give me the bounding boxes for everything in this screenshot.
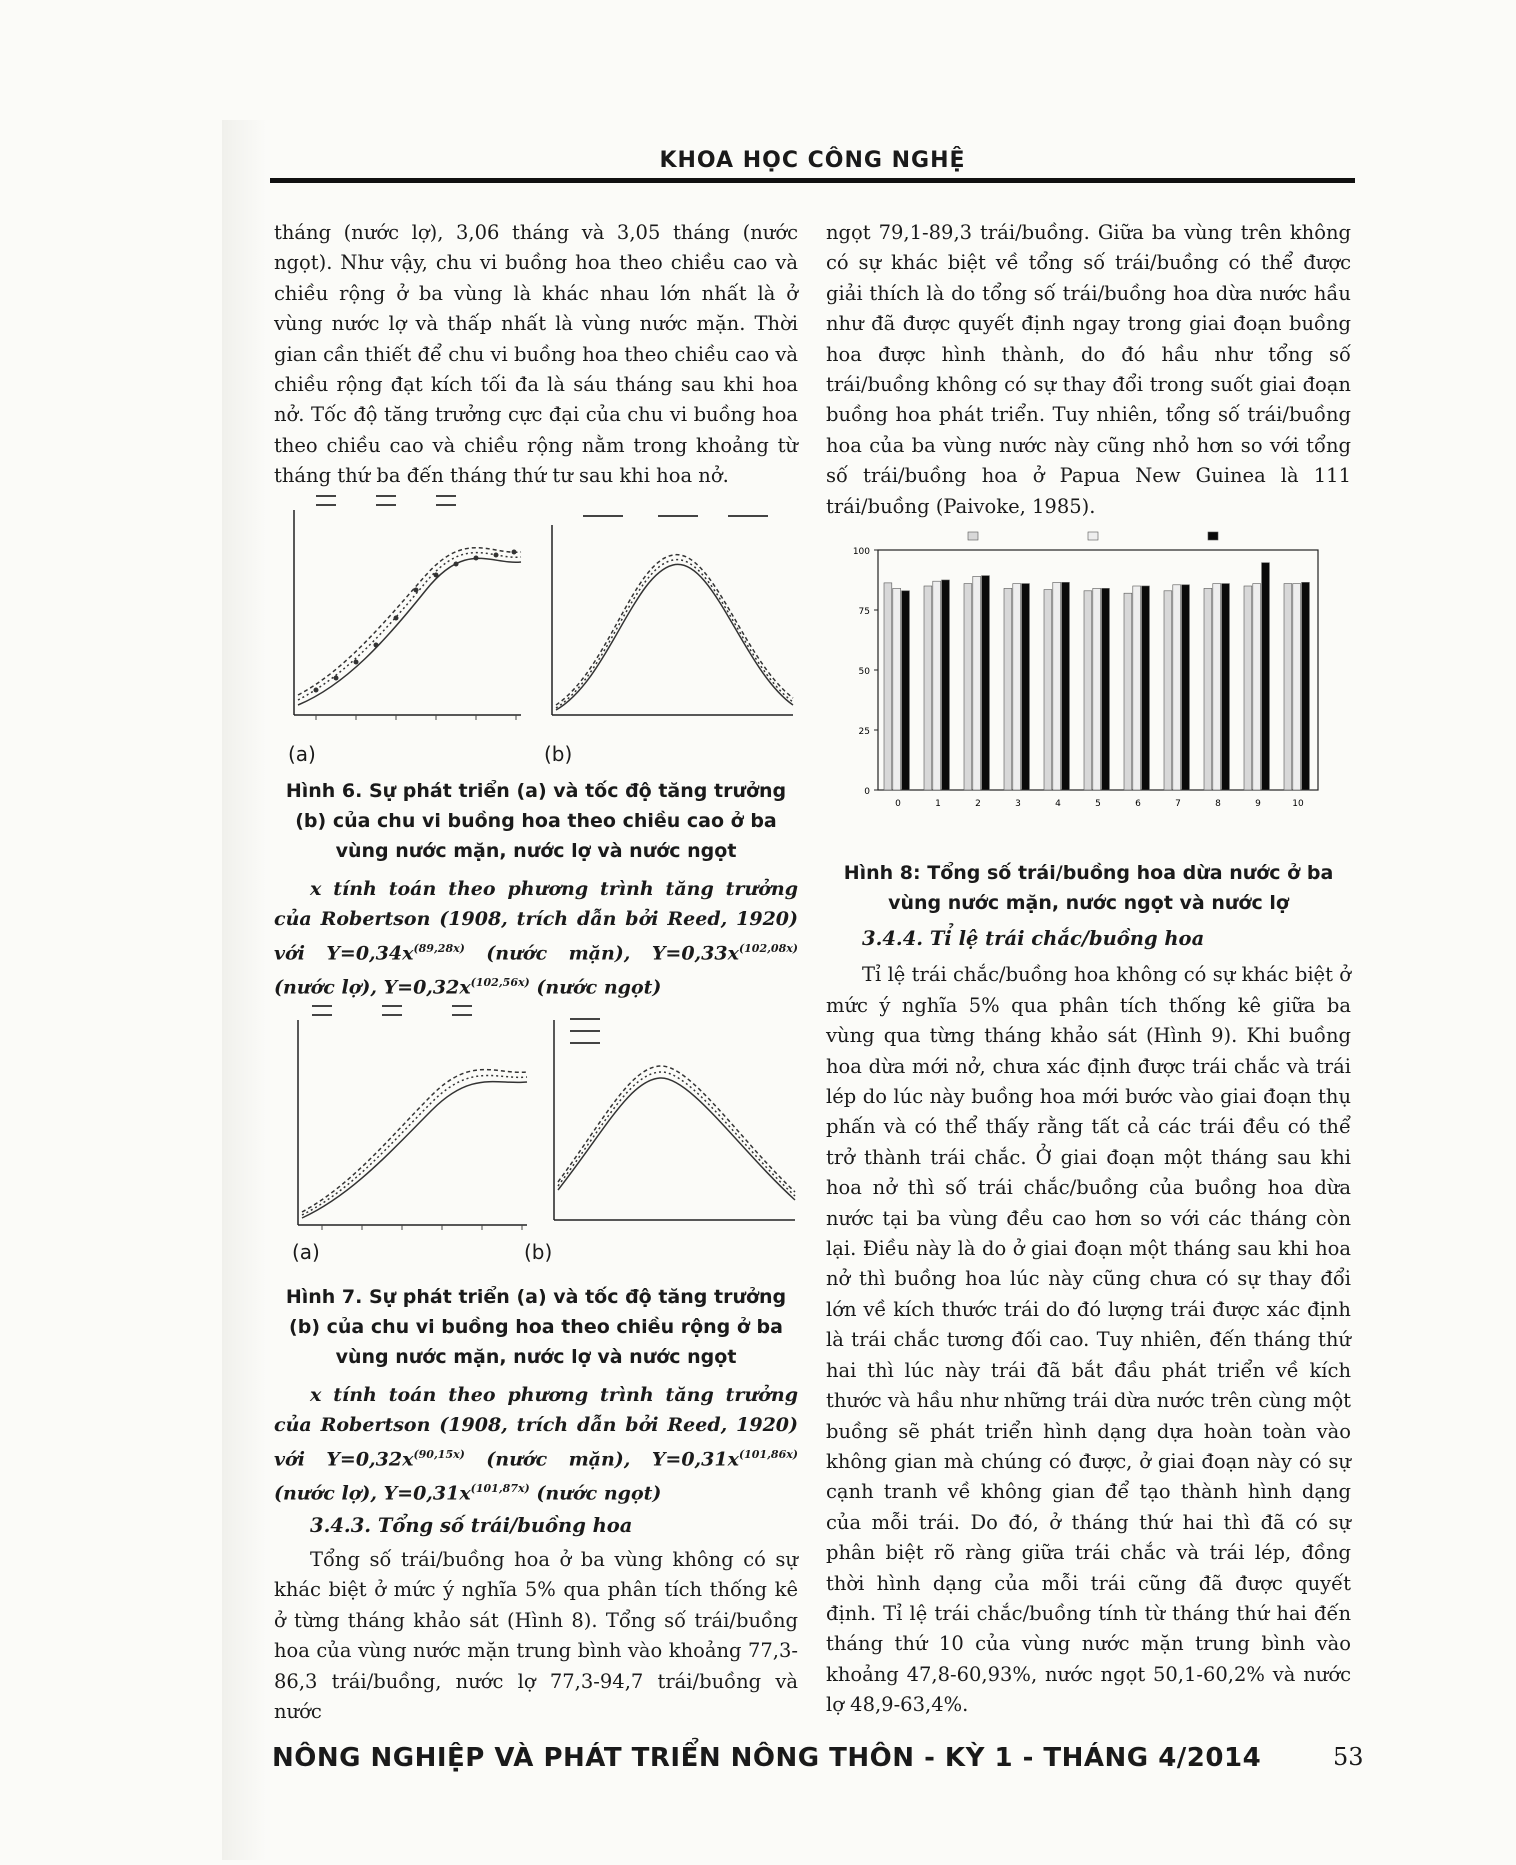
left-paragraph-1: tháng (nước lợ), 3,06 tháng và 3,05 tháng (nước ngọt). Như vậy, chu vi buồng hoa theo chiều cao và chiều rộng ở ba vùng là khác nhau lớn nhất là ở vùng nước lợ và thấp nhất là vùng nước mặn. Thời gian cần thiết để chu vi buồng hoa theo chiều cao và chiều rộng đạt kích tối đa là sáu tháng sau khi hoa nở. Tốc độ tăng trưởng cực đại của chu vi buồng hoa theo chiều cao và chiều rộng nằm trong khoảng từ tháng thứ ba đến tháng thứ tư sau khi hoa nở.	[274, 221, 798, 488]
x-tick-label: 8	[1215, 799, 1221, 809]
bar	[1022, 584, 1030, 790]
y-tick-label: 50	[858, 667, 870, 677]
section-heading-343: 3.4.3. Tổng số trái/buồng hoa	[310, 1513, 633, 1537]
bar	[933, 581, 941, 790]
figure-6b-label: (b)	[544, 742, 573, 766]
x-tick-label: 4	[1055, 799, 1061, 809]
bar	[902, 591, 910, 790]
figure-8-chart	[838, 530, 1338, 840]
y-tick-label: 100	[852, 547, 870, 557]
legend-swatch	[968, 532, 978, 540]
bar	[893, 588, 901, 790]
left-paragraph-2: Tổng số trái/buồng hoa ở ba vùng không có sự khác biệt ở mức ý nghĩa 5% qua phân tích thống kê ở từng tháng khảo sát (Hình 8). Tổng số trái/buồng hoa của vùng nước mặn trung bình vào khoảng 77,3-86,3 trái/buồng, nước lợ 77,3-94,7 trái/buồng và nước	[274, 1548, 798, 1724]
bar	[1284, 584, 1292, 790]
x-tick-label: 6	[1135, 799, 1141, 809]
bar	[973, 576, 981, 790]
figure-7a-chart	[282, 1000, 532, 1245]
bar	[1124, 593, 1132, 790]
bar	[1262, 563, 1270, 790]
section-heading-344: 3.4.4. Tỉ lệ trái chắc/buồng hoa	[862, 927, 1205, 950]
bar	[1173, 585, 1181, 790]
bar	[964, 584, 972, 790]
bar	[1302, 582, 1310, 790]
figure-6b-chart	[538, 510, 798, 750]
bar	[942, 580, 950, 790]
figure-8-caption: Hình 8: Tổng số trái/buồng hoa dừa nước ở ba vùng nước mặn, nước ngọt và nước lợ	[843, 862, 1334, 914]
bar	[1053, 582, 1061, 790]
bar	[1164, 591, 1172, 790]
right-column-lower	[826, 858, 1351, 1721]
scan-shadow	[222, 120, 266, 1860]
figure-7b-chart	[540, 1010, 800, 1240]
page-number: 53	[1333, 1743, 1364, 1771]
y-tick-label: 0	[864, 787, 870, 797]
legend-swatch	[1208, 532, 1218, 540]
figure-7-caption-block	[274, 1282, 798, 1728]
figure-6a-label: (a)	[288, 742, 316, 766]
bar	[1182, 585, 1190, 790]
figure-6-caption: Hình 6. Sự phát triển (a) và tốc độ tăng trưởng (b) của chu vi buồng hoa theo chiều cao ở ba vùng nước mặn, nước lợ và nước ngọt	[285, 780, 787, 862]
bar	[1133, 586, 1141, 790]
bar	[1142, 586, 1150, 790]
right-paragraph-2: Tỉ lệ trái chắc/buồng hoa không có sự khác biệt ở mức ý nghĩa 5% qua phân tích thống kê giữa ba vùng qua từng tháng khảo sát (Hình 9). Khi buồng hoa dừa mới nở, chưa xác định được trái chắc và trái lép do lúc này buồng hoa mới bước vào giai đoạn thụ phấn và có thể thấy rằng tất cả các trái đều có thể trở thành trái chắc. Ở giai đoạn một tháng sau khi hoa nở thì số trái chắc/buồng của buồng hoa dừa nước tại ba vùng đều cao hơn so với các tháng còn lại. Điều này là do ở giai đoạn một tháng sau khi hoa nở thì buồng hoa lúc này cũng chưa có sự thay đổi lớn về kích thước trái do đó lượng trái được xác định là trái chắc tương đối cao. Tuy nhiên, đến tháng thứ hai thì lúc này trái đã bắt đầu phát triển về kích thước và hầu như những trái dừa nước trên cùng một buồng sẽ phát triển hình dạng dựa hoàn toàn vào không gian mà chúng có được, ở giai đoạn này có sự cạnh tranh về không gian để tạo thành hình dạng của mỗi trái. Do đó, ở tháng thứ hai thì đã có sự phân biệt rõ ràng giữa trái chắc và trái lép, đồng thời hình dạng của mỗi trái cũng đã được quyết định. Tỉ lệ trái chắc/buồng tính từ tháng thứ hai đến tháng thứ 10 của vùng nước mặn trung bình vào khoảng 47,8-60,93%, nước ngọt 50,1-60,2% và nước lợ 48,9-63,4%.	[826, 963, 1352, 1717]
x-tick-label: 3	[1015, 799, 1021, 809]
page-footer: NÔNG NGHIỆP VÀ PHÁT TRIỂN NÔNG THÔN - KỲ 1 - THÁNG 4/2014	[272, 1743, 1262, 1773]
figure-7-note: x tính toán theo phương trình tăng trưởng của Robertson (1908, trích dẫn bởi Reed, 1920) với $Y=0,32x^{(90,15x)}$ (nước mặn), $Y=0,31x^{(101,86x)}$ (nước lợ), $Y=0,31x^{(101,87x)}$ (nước ngọt)	[274, 1384, 799, 1505]
bar	[1004, 588, 1012, 790]
page-header: KHOA HỌC CÔNG NGHỆ	[659, 148, 966, 173]
x-tick-label: 0	[895, 799, 901, 809]
bar	[1213, 584, 1221, 790]
bar	[884, 583, 892, 790]
figure-6a-chart	[276, 490, 526, 755]
left-column	[274, 218, 798, 492]
bar	[1293, 584, 1301, 790]
figure-6-caption-block	[274, 776, 798, 1003]
x-tick-label: 9	[1255, 799, 1261, 809]
bar	[1204, 588, 1212, 790]
y-tick-label: 75	[858, 607, 870, 617]
bar	[1044, 590, 1052, 790]
figure-7a-label: (a)	[292, 1240, 320, 1264]
bar	[1062, 582, 1070, 790]
bar	[1222, 584, 1230, 790]
x-tick-label: 5	[1095, 799, 1101, 809]
header-rule	[270, 178, 1355, 183]
x-tick-label: 10	[1292, 799, 1304, 809]
x-tick-label: 1	[935, 799, 941, 809]
x-tick-label: 7	[1175, 799, 1181, 809]
bar	[1093, 588, 1101, 790]
bar	[1253, 584, 1261, 790]
y-tick-label: 25	[858, 727, 870, 737]
figure-7-caption: Hình 7. Sự phát triển (a) và tốc độ tăng trưởng (b) của chu vi buồng hoa theo chiều rộng ở ba vùng nước mặn, nước lợ và nước ngọt	[285, 1286, 787, 1368]
bar	[1013, 584, 1021, 790]
legend-swatch	[1088, 532, 1098, 540]
right-paragraph-1: ngọt 79,1-89,3 trái/buồng. Giữa ba vùng trên không có sự khác biệt về tổng số trái/buồng có thể được giải thích là do tổng số trái/buồng hoa dừa nước hầu như đã được quyết định ngay trong giai đoạn buồng hoa được hình thành, do đó hầu như tổng số trái/buồng không có sự thay đổi trong suốt giai đoạn buồng hoa phát triển. Tuy nhiên, tổng số trái/buồng hoa của ba vùng nước này cũng nhỏ hơn so với tổng số trái/buồng hoa ở Papua New Guinea là 111 trái/buồng (Paivoke, 1985).	[826, 221, 1351, 518]
bar	[1084, 591, 1092, 790]
right-column	[826, 218, 1351, 522]
figure-6-note: x tính toán theo phương trình tăng trưởng của Robertson (1908, trích dẫn bởi Reed, 1920) với $Y=0,34x^{(89,28x)}$ (nước mặn), $Y=0,33x^{(102,08x)}$ (nước lợ), $Y=0,32x^{(102,56x)}$ (nước ngọt)	[274, 878, 799, 999]
figure-7b-label: (b)	[524, 1240, 553, 1264]
bar	[1102, 588, 1110, 790]
bar	[1244, 586, 1252, 790]
bar	[924, 586, 932, 790]
bar	[982, 576, 990, 790]
x-tick-label: 2	[975, 799, 981, 809]
